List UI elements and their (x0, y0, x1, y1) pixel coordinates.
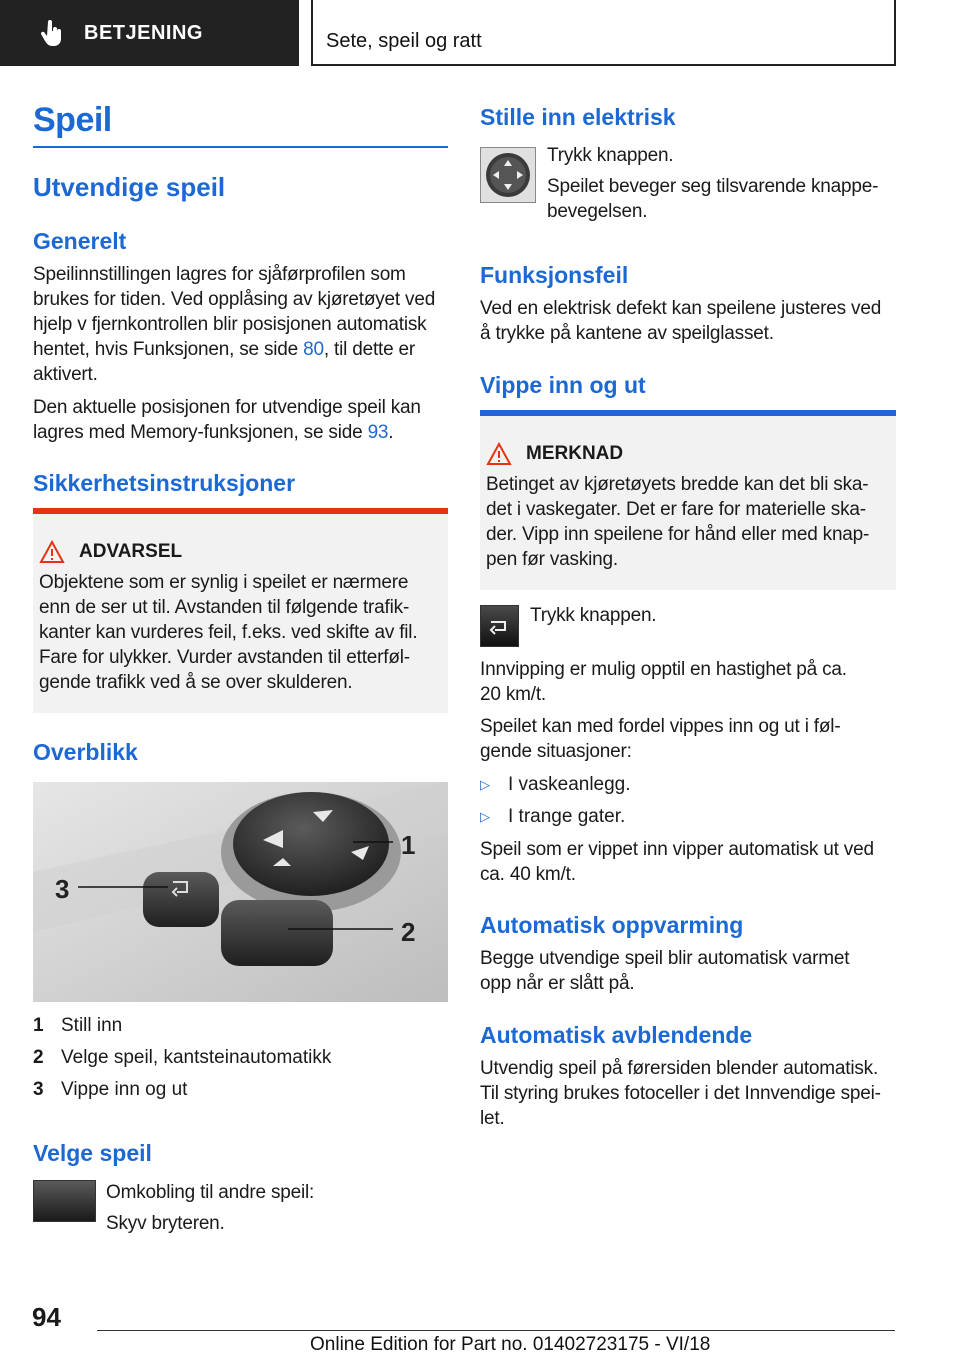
title-rule (33, 146, 448, 148)
warning-title: ADVARSEL (39, 540, 440, 564)
list-item: ▷ I vaskeanlegg. (480, 769, 896, 801)
fold-button-thumbnail (480, 605, 519, 647)
fold-paragraph-1: Innvipping er mulig opptil en hastighet på ca. 20 km/t. (480, 659, 847, 705)
mirror-adjust-button-thumbnail (480, 147, 536, 203)
heading-velge-speil: Velge speil (33, 1140, 152, 1166)
fold-paragraph-2: Speilet kan med fordel vippes inn og ut i følgende situasjoner: (480, 716, 841, 762)
warning-text: Objektene som er synlig i speilet er nærmere enn de ser ut til. Avstanden til følgende trafikkanter kan vurderes feil, f.eks. ved skifte av fil. Fare for ulykker. Vurder avstanden til etterfølgende trafikk ved å se over skulderen. (39, 572, 418, 693)
legend-item: 1 Still inn (33, 1015, 123, 1036)
general-paragraph-2: Den aktuelle posisjonen for utvendige speil kan lagres med Memory-funksjonen, se side 93. (33, 397, 421, 443)
chapter-label: Sete, speil og ratt (326, 30, 482, 52)
page-header (0, 0, 960, 66)
legend-item: 3 Vippe inn og ut (33, 1079, 188, 1100)
directional-pad-icon (481, 148, 535, 202)
heading-overblikk: Overblikk (33, 739, 138, 765)
hand-pointer-icon (40, 20, 64, 46)
heading-stille-inn: Stille inn elektrisk (480, 104, 676, 130)
heading-avblendende: Automatisk avblendende (480, 1022, 753, 1048)
select-line-2: Skyv bryteren. (106, 1213, 225, 1234)
notice-text: Betinget av kjøretøyets bredde kan det bli skadet i vaskegater. Det er fare for materielle skader. Vipp inn speilene for hånd eller med knappen før vasking. (486, 474, 870, 570)
heading-generelt: Generelt (33, 228, 127, 254)
selector-switch-thumbnail (33, 1180, 96, 1222)
fold-press-text: Trykk knappen. (530, 605, 657, 626)
fold-bullet-list (480, 769, 896, 833)
mirror-control-illustration (33, 782, 448, 1002)
fold-paragraph-3: Speil som er vippet inn vipper automatisk ut ved ca. 40 km/t. (480, 839, 874, 885)
section-tab (0, 0, 299, 66)
notice-box (480, 410, 896, 590)
figure-label-1: 1 (401, 830, 416, 860)
electric-line-1: Trykk knappen. (547, 145, 674, 166)
heading-vippe: Vippe inn og ut (480, 372, 646, 398)
warning-box (33, 508, 448, 713)
fault-text: Ved en elektrisk defekt kan speilene justeres ved å trykke på kantene av speilglasset. (480, 298, 882, 344)
page-number: 94 (32, 1302, 61, 1332)
electric-line-2: Speilet beveger seg tilsvarende knappebevegelsen. (547, 176, 879, 222)
heading-funksjonsfeil: Funksjonsfeil (480, 262, 629, 288)
notice-triangle-icon (486, 442, 512, 466)
heading-oppvarming: Automatisk oppvarming (480, 912, 744, 938)
notice-title: MERKNAD (486, 442, 888, 466)
heading-utvendige-speil: Utvendige speil (33, 172, 226, 202)
page-ref-93[interactable]: 93 (367, 422, 389, 443)
figure-legend (33, 1010, 448, 1106)
figure-label-3: 3 (55, 874, 70, 904)
legend-item: 2 Velge speil, kantsteinautomatikk (33, 1047, 332, 1068)
select-line-1: Omkobling til andre speil: (106, 1182, 315, 1203)
warning-triangle-icon (39, 540, 65, 564)
triangle-bullet-icon: ▷ (480, 809, 490, 824)
list-item: ▷ I trange gater. (480, 801, 896, 833)
figure-label-2: 2 (401, 917, 416, 947)
control-panel-figure (33, 782, 448, 1002)
section-label: BETJENING (84, 21, 203, 44)
edition-text: Online Edition for Part no. 01402723175 - VI/18 (310, 1334, 711, 1355)
footer-rule (97, 1330, 895, 1331)
chapter-box (311, 0, 896, 66)
heating-text: Begge utvendige speil blir automatisk varmet opp når er slått på. (480, 948, 850, 994)
heading-sikkerhet: Sikkerhetsinstruksjoner (33, 470, 296, 496)
general-paragraph-1: Speilinnstillingen lagres for sjåførprofilen som brukes for tiden. Ved opplåsing av kjøretøyet ved hjelp v fjernkontrollen blir posisjonen automatisk hentet, hvis Funksjonen, se side 80, til dette er aktivert. (33, 264, 436, 385)
dimming-text: Utvendig speil på førersiden blender automatisk. Til styring brukes fotoceller i det Innvendige speilet. (480, 1058, 881, 1129)
fold-mirror-icon (481, 606, 518, 646)
page-title: Speil (33, 101, 112, 139)
triangle-bullet-icon: ▷ (480, 777, 490, 792)
page-ref-80[interactable]: 80 (303, 339, 324, 360)
